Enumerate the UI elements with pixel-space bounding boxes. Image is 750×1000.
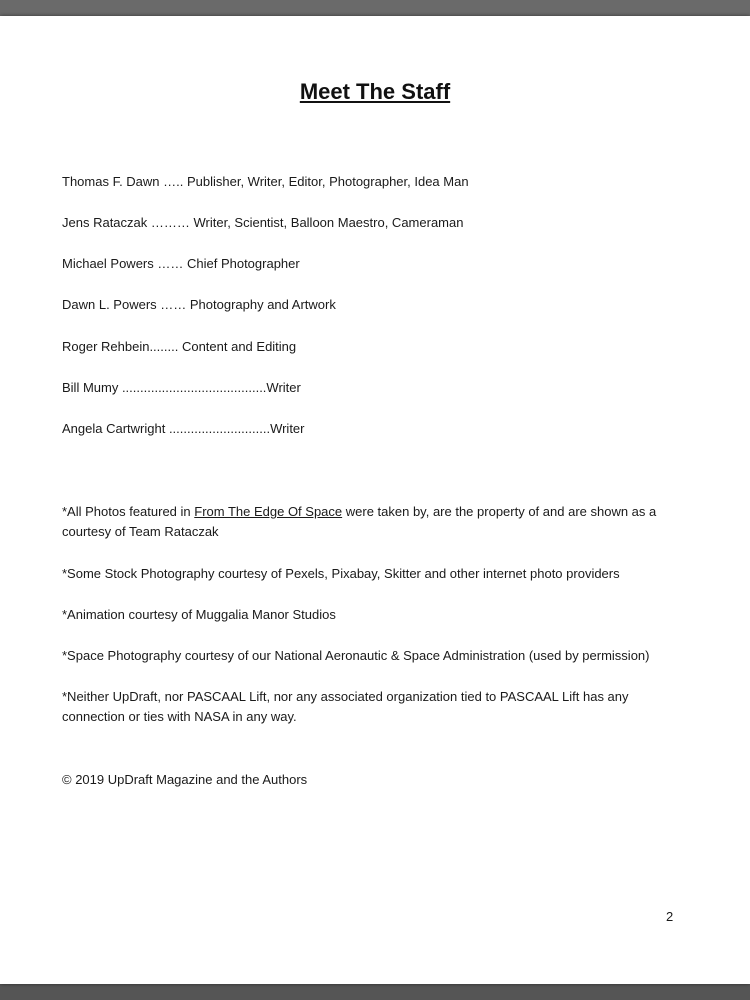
note-animation: *Animation courtesy of Muggalia Manor Studios xyxy=(62,607,336,622)
publication-title-link: From The Edge Of Space xyxy=(194,504,343,519)
page-number: 2 xyxy=(666,909,674,924)
note-stock-photography: *Some Stock Photography courtesy of Pexels, Pixabay, Skitter and other internet photo providers xyxy=(62,566,620,581)
copyright-notice: © 2019 UpDraft Magazine and the Authors xyxy=(62,772,308,787)
document-page xyxy=(0,16,750,984)
staff-line-michael-powers: Michael Powers …… Chief Photographer xyxy=(62,256,300,271)
staff-line-thomas-dawn: Thomas F. Dawn ….. Publisher, Writer, Editor, Photographer, Idea Man xyxy=(62,174,469,189)
note-nasa-disclaimer: *Neither UpDraft, nor PASCAAL Lift, nor any associated organization tied to PASCAAL Lift has any connection or ties with NASA in any way. xyxy=(62,689,629,724)
note-photos-suffix: were taken by, are the property of and are shown as a courtesy of Team Rataczak xyxy=(62,504,657,539)
staff-line-jens-rataczak: Jens Rataczak ……… Writer, Scientist, Balloon Maestro, Cameraman xyxy=(62,215,464,230)
note-space-photography: *Space Photography courtesy of our National Aeronautic & Space Administration (used by permission) xyxy=(62,648,650,663)
staff-line-dawn-powers: Dawn L. Powers …… Photography and Artwork xyxy=(62,297,336,312)
staff-line-angela-cartwright: Angela Cartwright ............................Writer xyxy=(62,421,305,436)
staff-line-roger-rehbein: Roger Rehbein........ Content and Editing xyxy=(62,339,297,354)
note-photos-prefix: *All Photos featured in xyxy=(62,504,195,519)
page-title: Meet The Staff xyxy=(299,79,451,104)
note-photos xyxy=(62,502,692,542)
staff-line-bill-mumy: Bill Mumy ........................................Writer xyxy=(62,380,301,395)
